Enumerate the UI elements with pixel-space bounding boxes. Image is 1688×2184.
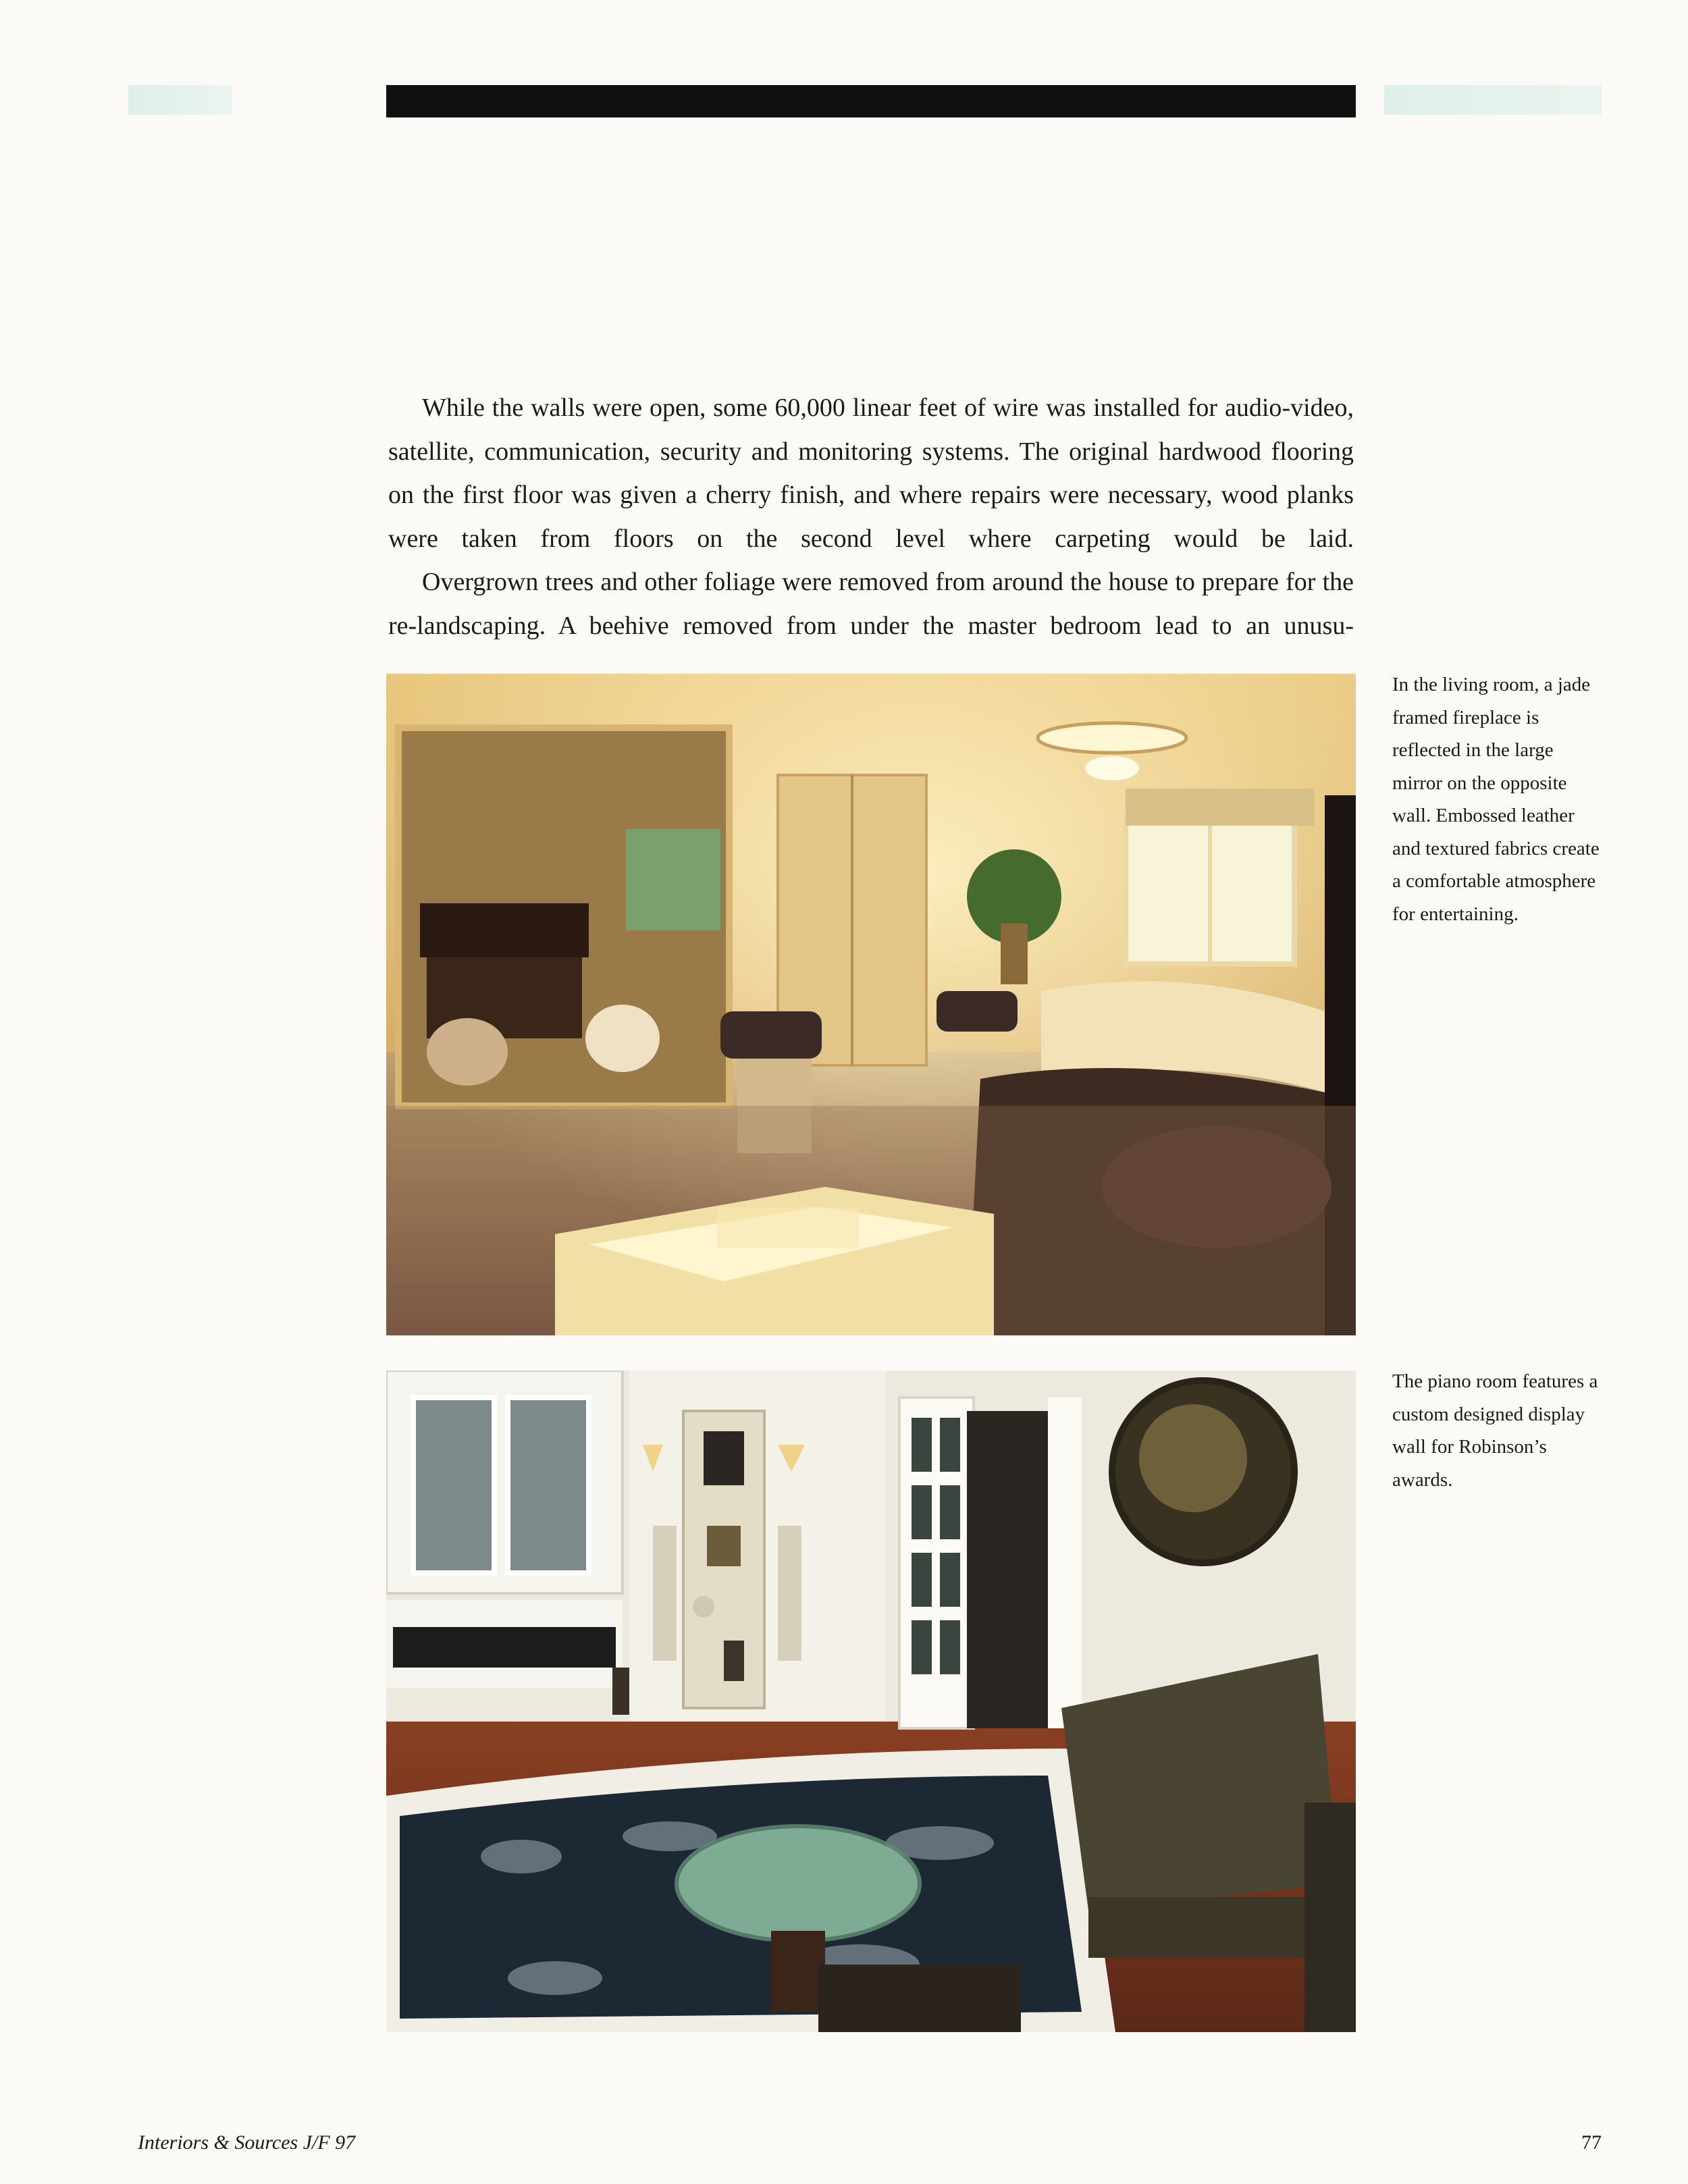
piano-room-photo [386,1370,1356,2032]
piano-room-caption: The piano room features a custom designed display wall for Robinson’s awards. [1392,1370,1598,1491]
page-number: 77 [1581,2131,1602,2154]
left-margin-bleed-bar [128,85,232,115]
header-rule-bar [386,85,1356,117]
article-paragraph-1: While the walls were open, some 60,000 linear feet of wire was installed for audio-video, satellite, communication, security and monitoring systems. The original hardwood flooring on the first floor was given a cherry finish, and where repairs were necessary, wood planks were taken from floors on the second level where carpeting would be laid. [388,394,1354,553]
publication-footer: Interiors & Sources J/F 97 [138,2131,356,2154]
right-margin-bleed-bar [1384,85,1602,115]
article-paragraph-2: Overgrown trees and other foliage were removed from around the house to prepare for the re-landscaping. A beehive removed from under the master bedroom lead to an unusu- [388,568,1354,640]
living-room-photo [386,674,1356,1335]
piano-room-photo-illustration [386,1370,1356,2032]
living-room-photo-illustration [386,674,1356,1335]
article-body [388,386,1354,647]
living-room-caption: In the living room, a jade framed fireplace is reflected in the large mirror on the opposite wall. Embossed leather and textured fabrics create a comfortable atmosphere for entertaining. [1392,674,1600,925]
